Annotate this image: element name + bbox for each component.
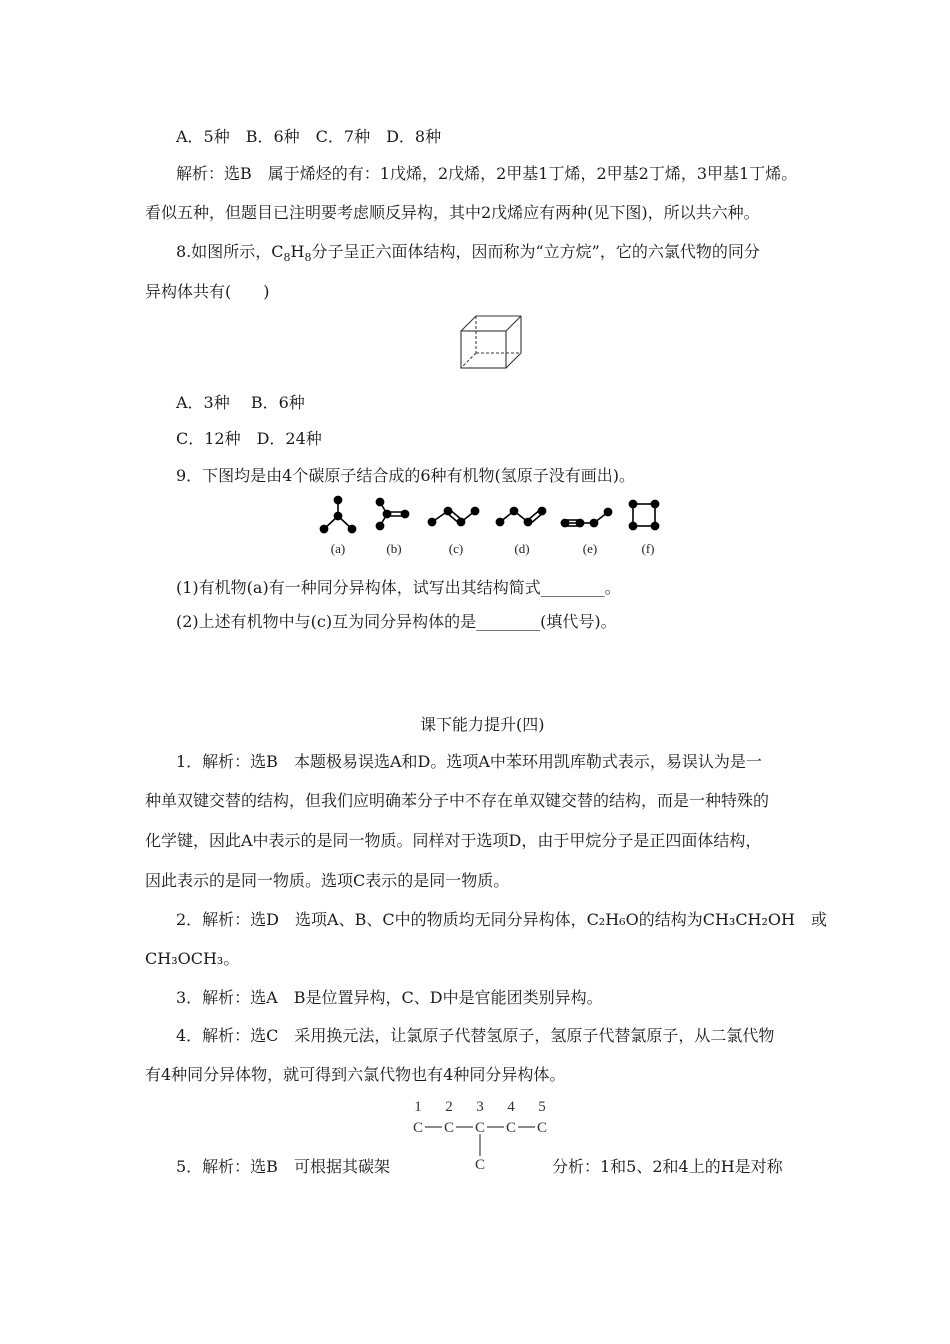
svg-text:2: 2: [445, 1099, 453, 1115]
molecules-figure: [310, 494, 670, 558]
molecule-a: [320, 496, 355, 532]
q8-stem-suffix: 分子呈正六面体结构，因而称为“立方烷”，它的六氯代物的同分: [311, 242, 760, 261]
svg-text:3: 3: [476, 1099, 484, 1115]
q7-analysis-line2: 看似五种，但题目已注明要考虑顺反异构，其中2戊烯应有两种(见下图)，所以共六种。: [145, 203, 760, 222]
molecule-b: [376, 498, 408, 529]
cube-figure: [458, 314, 524, 370]
a2-line2: CH₃OCH₃。: [145, 949, 240, 968]
q7-options: A．5种 B．6种 C．7种 D．8种: [176, 127, 442, 146]
q8-formula: $C_8H_8$: [271, 242, 312, 265]
label-a: (a): [330, 541, 346, 556]
svg-text:C: C: [474, 1157, 486, 1173]
label-d: (d): [514, 541, 530, 556]
svg-text:C: C: [474, 1120, 486, 1136]
a1-line2: 种单双键交替的结构，但我们应明确苯分子中不存在单双键交替的结构，而是一种特殊的: [145, 791, 770, 810]
svg-text:1: 1: [414, 1099, 422, 1115]
q9-sub1: (1)有机物(a)有一种同分异构体，试写出其结构简式________。: [176, 578, 621, 597]
svg-text:4: 4: [507, 1099, 515, 1115]
a4-line1: 4．解析：选C 采用换元法，让氯原子代替氢原子，氢原子代替氯原子，从二氯代物: [176, 1026, 775, 1045]
q7-analysis-line1: 解析：选B 属于烯烃的有：1戊烯，2戊烯，2甲基1丁烯，2甲基2丁烯，3甲基1丁烯。: [176, 164, 798, 183]
svg-text:C: C: [443, 1120, 455, 1136]
label-b: (b): [386, 541, 402, 556]
q9-sub2: (2)上述有机物中与(c)互为同分异构体的是________(填代号)。: [176, 612, 617, 631]
answers-title: 课下能力提升(四): [420, 715, 545, 734]
label-f: (f): [641, 541, 655, 556]
molecule-f: [629, 500, 658, 529]
svg-text:C: C: [412, 1120, 424, 1136]
a3-line1: 3．解析：选A B是位置异构，C、D中是官能团类别异构。: [176, 988, 603, 1007]
a1-line1: 1．解析：选B 本题极易误选A和D。选项A中苯环用凯库勒式表示，易误认为是一: [176, 752, 762, 771]
a2-line1: 2．解析：选D 选项A、B、C中的物质均无同分异构体，C₂H₆O的结构为CH₃CH₂OH 或: [176, 910, 827, 929]
q8-options-line1: A．3种 B．6种: [176, 393, 305, 412]
carbon-skeleton-figure: [408, 1096, 558, 1178]
a5-suffix: 分析：1和5、2和4上的H是对称: [552, 1157, 783, 1176]
a5-prefix: 5．解析：选B 可根据其碳架: [176, 1157, 390, 1176]
a1-line4: 因此表示的是同一物质。选项C表示的是同一物质。: [145, 871, 510, 890]
q8-stem-line2: 异构体共有( ): [145, 282, 270, 301]
svg-text:C: C: [505, 1120, 517, 1136]
q9-stem: 9．下图均是由4个碳原子结合成的6种有机物(氢原子没有画出)。: [176, 466, 636, 485]
molecule-c: [428, 507, 478, 525]
molecule-d: [496, 507, 545, 525]
molecule-e: [561, 508, 611, 526]
svg-text:C: C: [536, 1120, 548, 1136]
a4-line2: 有4种同分异体物，就可得到六氯代物也有4种同分异构体。: [145, 1065, 566, 1084]
svg-text:5: 5: [538, 1099, 546, 1115]
a1-line3: 化学键，因此A中表示的是同一物质。同样对于选项D，由于甲烷分子是正四面体结构，: [145, 831, 762, 850]
label-e: (e): [582, 541, 598, 556]
q8-stem-prefix: 8.如图所示，: [176, 242, 272, 261]
q8-options-line2: C．12种 D．24种: [176, 429, 322, 448]
label-c: (c): [448, 541, 464, 556]
q8-stem-line1: [176, 242, 760, 268]
